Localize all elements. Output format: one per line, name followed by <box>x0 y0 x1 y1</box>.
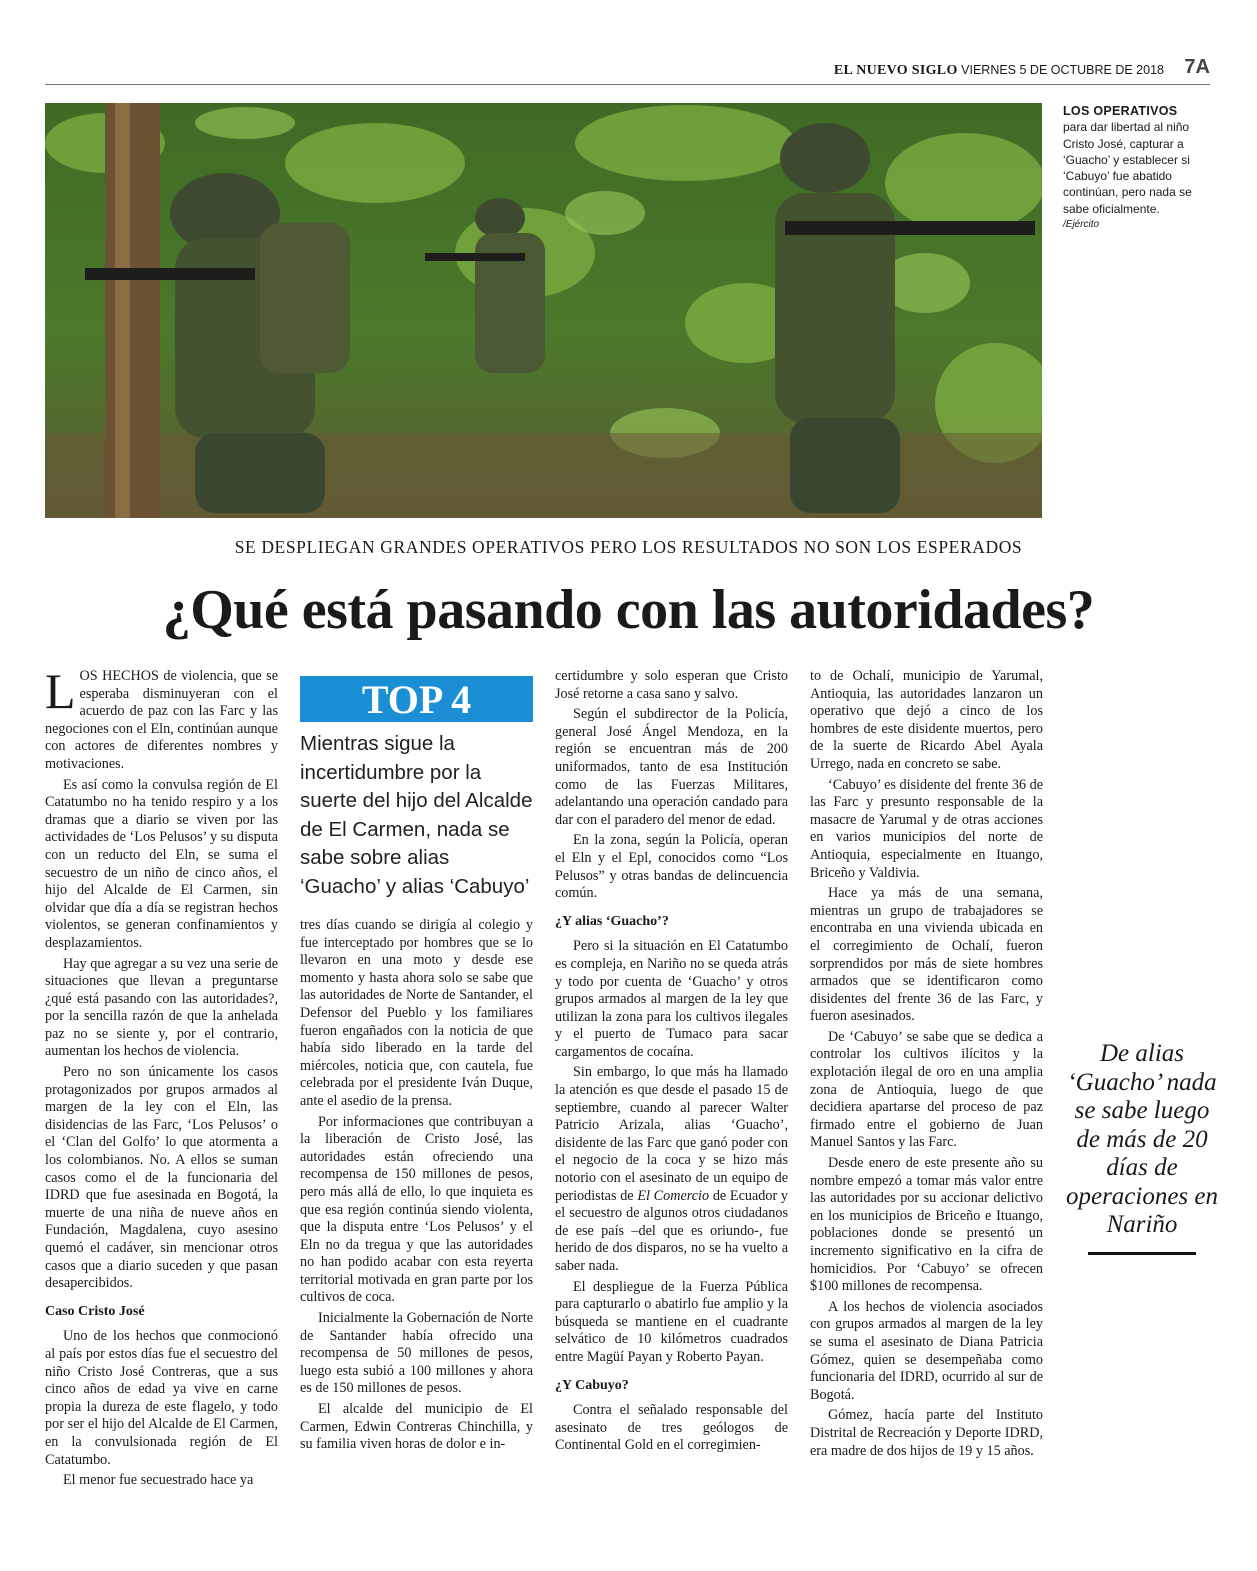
paragraph: Pero no son únicamente los casos protagonizados por grupos armados al margen de la ley con el Eln, las disidencias de las Farc, ‘Los Pelusos’ o el ‘Clan del Golfo’ lo que atormenta a los colombianos. No. A ellos se suman casos como el de la funcionaria del IDRD que fue asesinada en Bogotá, la muerte de una niña de nueve años en Fundación, Magdalena, cuyo asesino quemó el cadáver, sin mencionar otros casos que a diario suceden y que pasan desapercibidos. <box>45 1064 278 1292</box>
newspaper-name: El Comercio <box>637 1187 710 1204</box>
paragraph: Gómez, hacía parte del Instituto Distrital de Recreación y Deporte IDRD, era madre de dos hijos de 19 y 15 años. <box>810 1407 1043 1459</box>
paragraph: tres días cuando se dirigía al colegio y fue interceptado por hombres que se lo llevaron en una moto y desde ese momento y hasta ahora solo se sabe que las autoridades de Norte de Santander, el Defensor del Pueblo y los familiares fueron engañados con la noticia de que había sido liberado en la tarde del miércoles, noticia que, con cautela, fue celebrada por el presidente Iván Duque, ante el asedio de la prensa. <box>300 917 533 1109</box>
page-number: 7A <box>1184 56 1210 78</box>
lead-paragraph: LOS HECHOS de violencia, que se esperaba disminuyeran con el acuerdo de paz con las Farc y las negociones con el Eln, continúan aunque con actores de diferentes nombres y motivaciones. <box>45 663 278 772</box>
paragraph: ‘Cabuyo’ es disidente del frente 36 de las Farc y presunto responsable de la masacre de Yarumal y de otras acciones en varios municipios del norte de Antioquia, especialmente en Ituango, Briceño y Valdivia. <box>810 776 1043 881</box>
caption-body: para dar libertad al niño Cristo José, capturar a ‘Guacho’ y establecer si ‘Cabuyo’ fue abatido continúan, pero nada se sabe oficialmente. <box>1063 120 1192 216</box>
paragraph: certidumbre y solo esperan que Cristo José retorne a casa sano y salvo. <box>555 668 788 702</box>
article-column-3 <box>555 668 788 1458</box>
paragraph: De ‘Cabuyo’ se sabe que se dedica a controlar los cultivos ilícitos y la explotación ilegal de oro en una amplia zona de Antioquia, luego de que decidiera apartarse del proceso de paz firmado entre el gobierno de Juan Manuel Santos y las Farc. <box>810 1028 1043 1151</box>
paragraph: El despliegue de la Fuerza Pública para capturarlo o abatirlo fue amplio y la búsqueda se mantiene en el cuadrante selvático de 10 kilómetros cuadrados entre Magüí Payan y Roberto Payan. <box>555 1278 788 1365</box>
paragraph: Hay que agregar a su vez una serie de situaciones que llevan a preguntarse ¿qué está pasando con las autoridades?, por la sencilla razón de que la anhelada paz no se siente y, por el contrario, aumentan los hechos de violencia. <box>45 955 278 1060</box>
paragraph: Pero si la situación en El Catatumbo es compleja, en Nariño no se queda atrás y todo por cuenta de ‘Guacho’ y otros grupos armados al margen de la ley que utilizan la zona para los cultivos ilegales y el puerto de Tumaco para sacar cargamentos de cocaína. <box>555 938 788 1060</box>
masthead <box>834 63 1164 79</box>
paragraph: A los hechos de violencia asociados con grupos armados al margen de la ley se suma el asesinato de Diana Patricia Gómez, quien se desempeñaba como funcionaria del IDRD, ocurrido al sur de Bogotá. <box>810 1298 1043 1403</box>
subhead-cabuyo: ¿Y Cabuyo? <box>555 1377 629 1393</box>
caption-title: LOS OPERATIVOS <box>1063 104 1178 118</box>
pull-quote-text: De alias ‘Guacho’ nada se sabe luego de más de 20 días de operaciones en Nariño <box>1065 1040 1219 1238</box>
paragraph: Inicialmente la Gobernación de Norte de Santander había ofrecido una recompensa de 50 millones de pesos, luego esta subió a 100 millones y ahora es de 150 millones de pesos. <box>300 1310 533 1397</box>
subhead-guacho: ¿Y alias ‘Guacho’? <box>555 913 669 929</box>
paragraph: Contra el señalado responsable del asesinato de tres geólogos de Continental Gold en el corregimien- <box>555 1402 788 1454</box>
pull-quote <box>1062 1040 1222 1255</box>
top4-badge: TOP 4 <box>300 676 533 722</box>
publication-name: EL NUEVO SIGLO <box>833 63 958 78</box>
paragraph: to de Ochalí, municipio de Yarumal, Antioquia, las autoridades lanzaron un operativo que dejó a cinco de los hombres de este disidente muertos, pero de la suerte de Ricardo Abel Ayala Urrego, nada en concreto se sabe. <box>810 668 1043 772</box>
article-column-2 <box>300 668 533 1457</box>
header-rule <box>45 84 1210 85</box>
paragraph: Según el subdirector de la Policía, general José Ángel Mendoza, en la región se encuentran más de 200 uniformados, tanto de esa Institución como de las Fuerzas Militares, adelantando una operación candado para dar con el paradero del menor de edad. <box>555 706 788 828</box>
kicker: SE DESPLIEGAN GRANDES OPERATIVOS PERO LOS RESULTADOS NO SON LOS ESPERADOS <box>234 537 1023 557</box>
page-header <box>45 56 1210 86</box>
photo-credit: /Ejército <box>1063 219 1100 231</box>
headline: ¿Qué está pasando con las autoridades? <box>162 579 1095 641</box>
paragraph: Desde enero de este presente año su nombre empezó a tomar más valor entre las autoridades por su accionar delictivo en los municipios de Briceño e Ituango, poblaciones donde se presentó un incremento significativo en la cifra de homicidios. Por ‘Cabuyo’ se ofrecen $100 millones de recompensa. <box>810 1155 1043 1295</box>
article-column-4 <box>810 668 1043 1463</box>
paragraph: Es así como la convulsa región de El Catatumbo no ha tenido respiro y a los dramas que a diario se viven por las actividades de ‘Los Pelusos’ y su disputa con un reducto del Eln, se suma el secuestro de un niño de cinco años, el hijo del Alcalde de El Carmen, sin olvidar que día a día se registran hechos violentos, se generan confinamientos y desplazamientos. <box>45 776 278 951</box>
jungle-soldiers-photo <box>45 103 1042 518</box>
paragraph: Hace ya más de una semana, mientras un grupo de trabajadores se encontraba en una vivienda ubicada en el corregimiento de Ochalí, fueron sorprendidos por más de siete hombres armados que se identificaron como disidentes del frente 36 de las Farc, y fueron asesinados. <box>810 885 1043 1025</box>
paragraph: Sin embargo, lo que más ha llamado la atención es que desde el pasado 15 de septiembre, cuando al parecer Walter Patricio Arizala, alias ‘Guacho’, disidente de las Farc que ganó poder con el negocio de la coca y se hizo más notorio con el asesinato de un equipo de periodistas de El Comercio de Ecuador y el secuestro de algunos otros ciudadanos de ese país –del que es oriundo-, fue herido de dos disparos, no se ha vuelto a saber nada. <box>555 1064 789 1274</box>
paragraph: El alcalde del municipio de El Carmen, Edwin Contreras Chinchilla, y su familia viven horas de dolor e in- <box>300 1401 533 1453</box>
pull-quote-rule <box>1088 1252 1196 1255</box>
paragraph: Por informaciones que contribuyan a la liberación de Cristo José, las autoridades están ofreciendo una recompensa de 150 millones de pesos, pero más allá de ello, lo que inquieta es que esa región continúa siendo violenta, que la disputa entre ‘Los Pelusos’ y el Eln no da tregua y que las autoridades no han podido acabar con esta reyerta territorial motivada en gran parte por los cultivos de coca. <box>300 1113 533 1306</box>
drop-cap: L <box>45 663 76 719</box>
paragraph: Uno de los hechos que conmocionó al país por estos días fue el secuestro del niño Cristo José Contreras, que a sus cinco años de edad ya vive en carne propia la dureza de este flagelo, y todo por ser el hijo del Alcalde de El Carmen, en la convulsionada región de El Catatumbo. <box>45 1328 278 1468</box>
subhead-caso: Caso Cristo José <box>45 1303 145 1319</box>
issue-date: VIERNES 5 DE OCTUBRE DE 2018 <box>961 63 1164 77</box>
paragraph: En la zona, según la Policía, operan el Eln y el Epl, conocidos como “Los Pelusos” y otras bandas de delincuencia común. <box>555 832 788 902</box>
photo-caption <box>1063 103 1213 233</box>
article-column-1 <box>45 663 278 1493</box>
article-photo <box>45 103 1042 518</box>
top4-summary: Mientras sigue la incertidumbre por la suerte del hijo del Alcalde de El Carmen, nada se sabe sobre alias ‘Guacho’ y alias ‘Cabuyo’ <box>300 732 533 898</box>
paragraph: El menor fue secuestrado hace ya <box>63 1472 254 1489</box>
